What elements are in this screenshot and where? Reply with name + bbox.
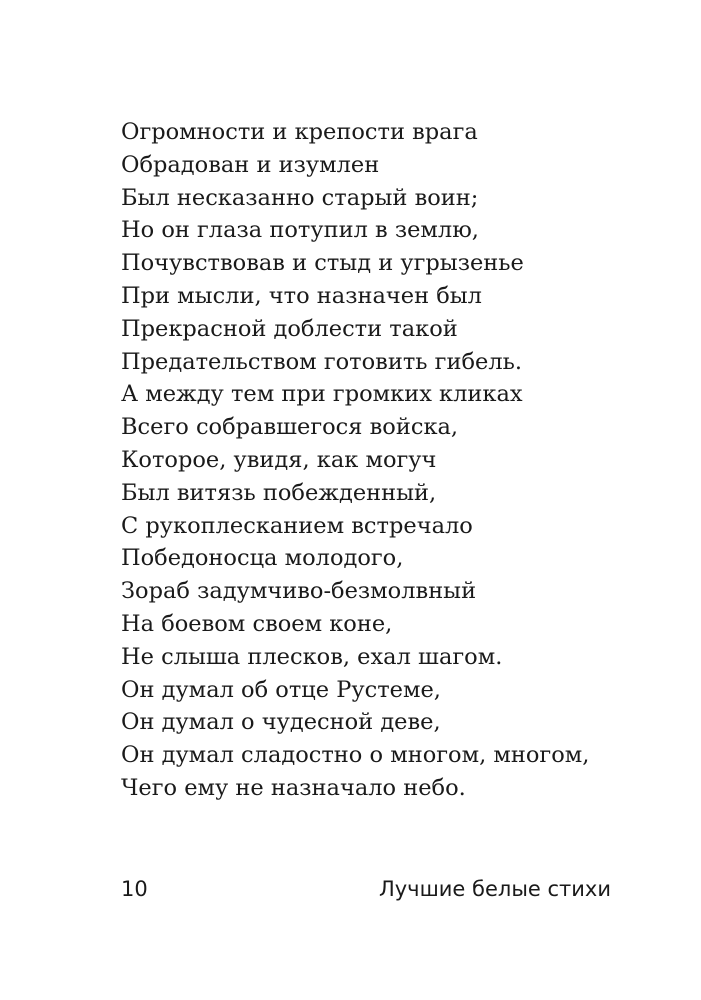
- poem-line: Всего собравшегося войска,: [121, 414, 459, 441]
- poem-line: Чего ему не назначало небо.: [121, 774, 466, 801]
- poem-line: Он думал о чудесной деве,: [121, 709, 441, 736]
- poem-line: Обрадован и изумлен: [121, 151, 380, 178]
- poem-line: Предательством готовить гибель.: [121, 348, 523, 375]
- page-footer: [121, 872, 611, 906]
- poem-line: Он думал об отце Рустеме,: [121, 676, 441, 703]
- poem-line: Почувствовав и стыд и угрызенье: [121, 250, 524, 277]
- poem-line: А между тем при громких кликах: [121, 381, 523, 408]
- poem-line: Он думал сладостно о многом, многом,: [121, 742, 590, 769]
- poem-line: Прекрасной доблести такой: [121, 315, 458, 342]
- poem-line: Огромности и крепости врага: [121, 119, 478, 145]
- poem-line: При мысли, что назначен был: [121, 282, 482, 309]
- running-title: Лучшие белые стихи: [378, 877, 611, 901]
- poem-line: Которое, увидя, как могуч: [121, 446, 437, 473]
- poem-line: С рукоплесканием встречало: [121, 512, 473, 539]
- poem-line: Но он глаза потупил в землю,: [121, 217, 479, 244]
- poem-line: Не слыша плесков, ехал шагом.: [121, 643, 503, 670]
- poem-line: Зораб задумчиво-безмолвный: [121, 578, 477, 605]
- poem-line: Победоносца молодого,: [121, 545, 404, 572]
- poem-line: Был витязь побежденный,: [121, 479, 437, 506]
- poem-text: [121, 116, 681, 805]
- poem-line: Был несказанно старый воин;: [121, 184, 479, 211]
- poem-line: На боевом своем коне,: [121, 610, 393, 637]
- page-number: 10: [121, 877, 148, 901]
